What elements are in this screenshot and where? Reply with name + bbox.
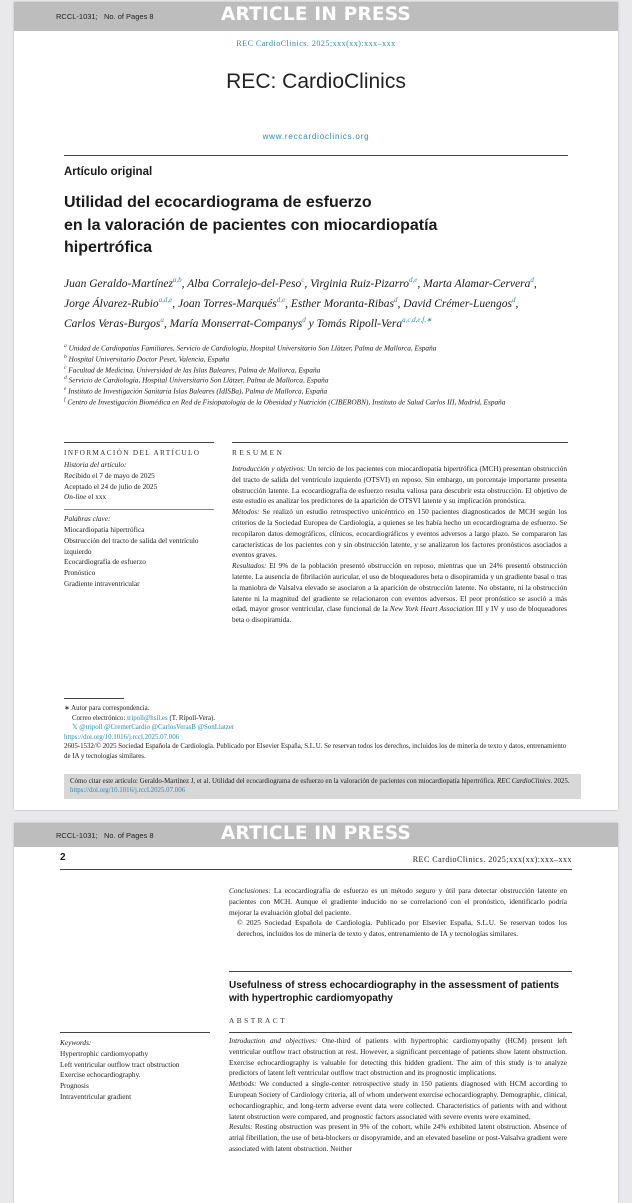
page-2 bbox=[14, 823, 618, 1203]
manuscript-code: RCCL-1031; No. of Pages 8 bbox=[56, 831, 154, 840]
keyword: Pronóstico bbox=[64, 568, 96, 578]
affiliation: $^b$ Hospital Universitario Doctor Peset, Valencia, España bbox=[64, 353, 230, 364]
author: Alba Corralejo-del-Peso$^c$ bbox=[187, 276, 305, 290]
title-line: Utilidad del ecocardiograma de esfuerzo bbox=[64, 194, 372, 211]
english-title-divider bbox=[229, 971, 572, 972]
received-date: Recibido el 7 de mayo de 2025 bbox=[64, 470, 155, 480]
conclusions-paragraph: Conclusiones: La ecocardiografía de esfuerzo es un método seguro y útil para detectar obstrucción latente en pacientes con MCH. Aunque el gradiente inducido no se correlacionó con el pronóstico, identificarlo podría mejorar la evaluación global del paciente. bbox=[229, 886, 567, 917]
keywords-divider bbox=[60, 1032, 210, 1033]
author: David Crémer-Luengos$^d$ bbox=[403, 296, 516, 310]
affiliations bbox=[64, 342, 564, 407]
author: Tomás Ripoll-Vera$^{a,c,d,e,f,∗}$ bbox=[316, 316, 432, 330]
keyword: Prognosis bbox=[60, 1081, 89, 1091]
resumen-heading: RESUMEN bbox=[232, 448, 285, 457]
keyword: Exercise echocardiography. bbox=[60, 1070, 141, 1080]
keywords-block bbox=[60, 1038, 210, 1103]
journal-title: REC: CardioClinics bbox=[226, 70, 406, 93]
keyword: Intraventricular gradient bbox=[60, 1091, 132, 1101]
author: Juan Geraldo-Martínez$^{a,b}$ bbox=[64, 276, 182, 290]
article-in-press-banner: ARTICLE IN PRESS bbox=[221, 823, 411, 844]
online-date: On-line el xxx bbox=[64, 492, 107, 502]
header-band bbox=[14, 2, 618, 31]
affiliation: $^a$ Unidad de Cardiopatías Familiares, Servicio de Cardiología, Hospital Universitario Son Llàtzer, Palma de Mallorca, España bbox=[64, 343, 437, 353]
english-title: Usefulness of stress echocardiography in the assessment of patients with hypertrophic cardiomyopathy bbox=[229, 980, 560, 1004]
results-paragraph: Resultados: El 9% de la población presentó obstrucción en reposo, mientras que un 24% presentó obstrucción latente. La ausencia de fibrilación auricular, el uso de bloqueadores beta o disopiramida y un gradiente basal o tras la maniobra de Valsalva elevado se asociaron a la aparición de obstrucción latente. No obstante, ni la obstrucción latente ni la magnitud del gradiente se relacionaron con eventos adversos. El peor pronóstico se asoció a más edad, mayor grosor ventricular, clase funcional de la New York Heart Association III y IV y uso de bloqueadores beta o disopiramida. bbox=[232, 561, 567, 625]
journal-reference: REC CardioClinics. 2025;xxx(xx):xxx–xxx bbox=[236, 39, 396, 48]
keyword: Ecocardiografía de esfuerzo bbox=[64, 557, 146, 567]
methods-paragraph: Methods: We conducted a single-center retrospective study in 150 patients diagnosed with HCM according to European Society of Cardiology criteria, all of whom underwent exercise echocardiography. Demographic, clinical, echocardiographic, and long-term adverse event data were collected. Characteristics of patients with and without latent obstruction were compared, and prognostic factors associated with severe events were examined. bbox=[229, 1079, 567, 1121]
page2-header-divider bbox=[60, 869, 572, 870]
author: Carlos Veras-Burgos$^a$ bbox=[64, 316, 164, 330]
abstract-body bbox=[229, 1036, 567, 1155]
history-label: Historia del artículo: bbox=[64, 460, 127, 469]
author: Joan Torres-Marqués$^{d,e}$ bbox=[178, 296, 286, 310]
page-1 bbox=[14, 2, 618, 810]
article-info bbox=[64, 460, 214, 590]
email-link[interactable]: tripoll@hsll.es bbox=[127, 714, 168, 722]
copyright-notice: 2605-1532/© 2025 Sociedad Española de Cardiología. Publicado por Elsevier España, S.L.U. Se reservan todos los derechos, incluidos los de minería de texto y datos, entrenamiento de IA y tecnologías similares. bbox=[64, 743, 567, 760]
info-divider-top bbox=[64, 442, 214, 443]
accepted-date: Aceptado el 24 de julio de 2025 bbox=[64, 481, 158, 491]
article-in-press-banner: ARTICLE IN PRESS bbox=[221, 4, 411, 25]
article-info-heading: INFORMACIÓN DEL ARTÍCULO bbox=[64, 448, 201, 457]
affiliation: $^c$ Facultad de Medicina, Universidad de las Islas Baleares, Palma de Mallorca, España bbox=[64, 364, 321, 375]
keyword: Obstrucción del tracto de salida del ventrículo izquierdo bbox=[64, 535, 199, 556]
email-line: Correo electrónico: tripoll@hsll.es (T. Ripoll-Vera). bbox=[72, 714, 216, 722]
methods-paragraph: Métodos: Se realizó un estudio retrospectivo unicéntrico en 150 pacientes diagnosticados de MCH según los criterios de la Sociedad Europea de Cardiología, a quienes se les había hecho un ecocardiograma de esfuerzo. Se recopilaron datos demográficos, clínicos, ecocardiográficos y eventos adversos a largo plazo. Se compararon las características de los pacientes con y sin obstrucción latente, y se analizaron los factores pronósticos asociados a eventos graves. bbox=[232, 507, 567, 560]
keyword: Miocardiopatía hipertrófica bbox=[64, 524, 145, 534]
keywords-label: Keywords: bbox=[60, 1038, 92, 1047]
affiliation: $^d$ Servicio de Cardiología, Hospital Universitario Son Llàtzer, Palma de Mallorca, España bbox=[64, 375, 329, 385]
keyword: Left ventricular outflow tract obstruction bbox=[60, 1059, 180, 1069]
article-title bbox=[64, 192, 564, 260]
copyright-notice: © 2025 Sociedad Española de Cardiología. Publicado por Elsevier España, S.L.U. Se reservan todos los derechos, incluidos los de minería de texto y datos, entrenamiento de IA y tecnologías similares. bbox=[237, 918, 567, 939]
title-line: en la valoración de pacientes con miocardiopatía bbox=[64, 216, 438, 234]
author: Esther Moranta-Ribas$^d$ bbox=[290, 296, 398, 310]
manuscript-code: RCCL-1031; No. of Pages 8 bbox=[56, 12, 154, 21]
title-line: hipertrófica bbox=[64, 239, 153, 256]
abstract-divider bbox=[229, 1032, 572, 1033]
journal-reference: REC CardioClinics. 2025;xxx(xx):xxx–xxx bbox=[412, 855, 572, 864]
footnote-divider bbox=[64, 698, 124, 699]
author-note: ∗ Autor para correspondencia. bbox=[64, 705, 150, 712]
page-number: 2 bbox=[60, 852, 66, 863]
correspondence bbox=[64, 704, 569, 762]
affiliation: $^f$ Centro de Investigación Biomédica en Red de Fisiopatología de la Obesidad y Nutrición (CIBEROBN), Instituto de Salud Carlos III, Madrid, España bbox=[64, 397, 506, 407]
citation-doi-link[interactable]: https://doi.org/10.1016/j.rccl.2025.07.006 bbox=[70, 787, 186, 795]
masthead-divider bbox=[64, 155, 568, 156]
intro-paragraph: Introducción y objetivos: Un tercio de los pacientes con miocardiopatía hipertrófica (MCH) presentan obstrucción del tracto de salida del ventrículo izquierdo (OTSVI) en reposo. Sin embargo, un porcentaje importante presenta obstrucción latente. La ecocardiografía de esfuerzo resulta valiosa para descubrir esta obstrucción. El objetivo de este estudio es analizar los predictores de la aparición de OTSVI latente y su implicación pronóstica. bbox=[232, 464, 567, 506]
author-list: Juan Geraldo-Martínez$^{a,b}$, Alba Corralejo-del-Peso$^c$, Virginia Ruiz-Pizarro$^{d,e}$, Marta Alamar-Cervera$^d$, Jorge Álvarez-Rubio$^{a,d,e}$, Joan Torres-Marqués$^{d,e}$, Esther Moranta-Ribas$^d$, David Crémer-Luengos$^d$, Carlos Veras-Burgos$^a$, María Monserrat-Companys$^d$ y Tomás Ripoll-Vera$^{a,c,d,e,f,∗}$ bbox=[64, 276, 537, 330]
keyword: Hypertrophic cardiomyopathy bbox=[60, 1048, 149, 1058]
keyword: Gradiente intraventricular bbox=[64, 578, 140, 588]
author: Jorge Álvarez-Rubio$^{a,d,e}$ bbox=[64, 296, 173, 310]
resumen-divider-top bbox=[232, 442, 568, 443]
article-type: Artículo original bbox=[64, 166, 153, 178]
conclusions-block bbox=[229, 886, 567, 940]
author: Marta Alamar-Cervera$^d$ bbox=[423, 276, 534, 290]
social-handles[interactable]: 𝕏 @tripoll @CremerCardio @CarlosVerasB @SonLlatzer bbox=[72, 724, 235, 732]
intro-paragraph: Introduction and objectives: One-third of patients with hypertrophic cardiomyopathy (HCM) present left ventricular outflow tract obstruction at rest. However, a significant percentage of patients show latent obstruction. Exercise echocardiography is valuable for detecting this hidden gradient. The aim of this study is to analyze predictors of latent left ventricular outflow tract obstruction and its prognostic implications. bbox=[229, 1036, 567, 1078]
citation-box: Cómo citar este artículo: Geraldo-Martínez J, et al. Utilidad del ecocardiograma de esfuerzo en la valoración de pacientes con miocardiopatía hipertrófica. REC CardioClinics. 2025. https://doi.org/10.1016/j.rccl.2025.07.006 bbox=[64, 774, 581, 799]
keywords-label: Palabras clave: bbox=[64, 514, 111, 524]
results-paragraph: Results: Resting obstruction was present in 9% of the cohort, while 24% exhibited latent obstruction. Absence of atrial fibrillation, the use of beta-blockers or disopyramide, and an elevated baseline or post-Valsalva gradient were associated with latent obstruction. Neither bbox=[229, 1122, 567, 1153]
doi-link[interactable]: https://doi.org/10.1016/j.rccl.2025.07.006 bbox=[64, 733, 180, 741]
keywords-block bbox=[64, 509, 214, 590]
author: Virginia Ruiz-Pizarro$^{d,e}$ bbox=[310, 276, 418, 290]
affiliation: $^e$ Instituto de Investigación Sanitaria Islas Baleares (IdISBa), Palma de Mallorca, España bbox=[64, 386, 328, 396]
journal-url[interactable]: www.reccardioclinics.org bbox=[262, 132, 370, 141]
abstract-heading: ABSTRACT bbox=[229, 1016, 288, 1025]
resumen-body bbox=[232, 464, 567, 626]
author: María Monserrat-Companys$^d$ bbox=[169, 316, 306, 330]
header-band bbox=[14, 823, 618, 847]
